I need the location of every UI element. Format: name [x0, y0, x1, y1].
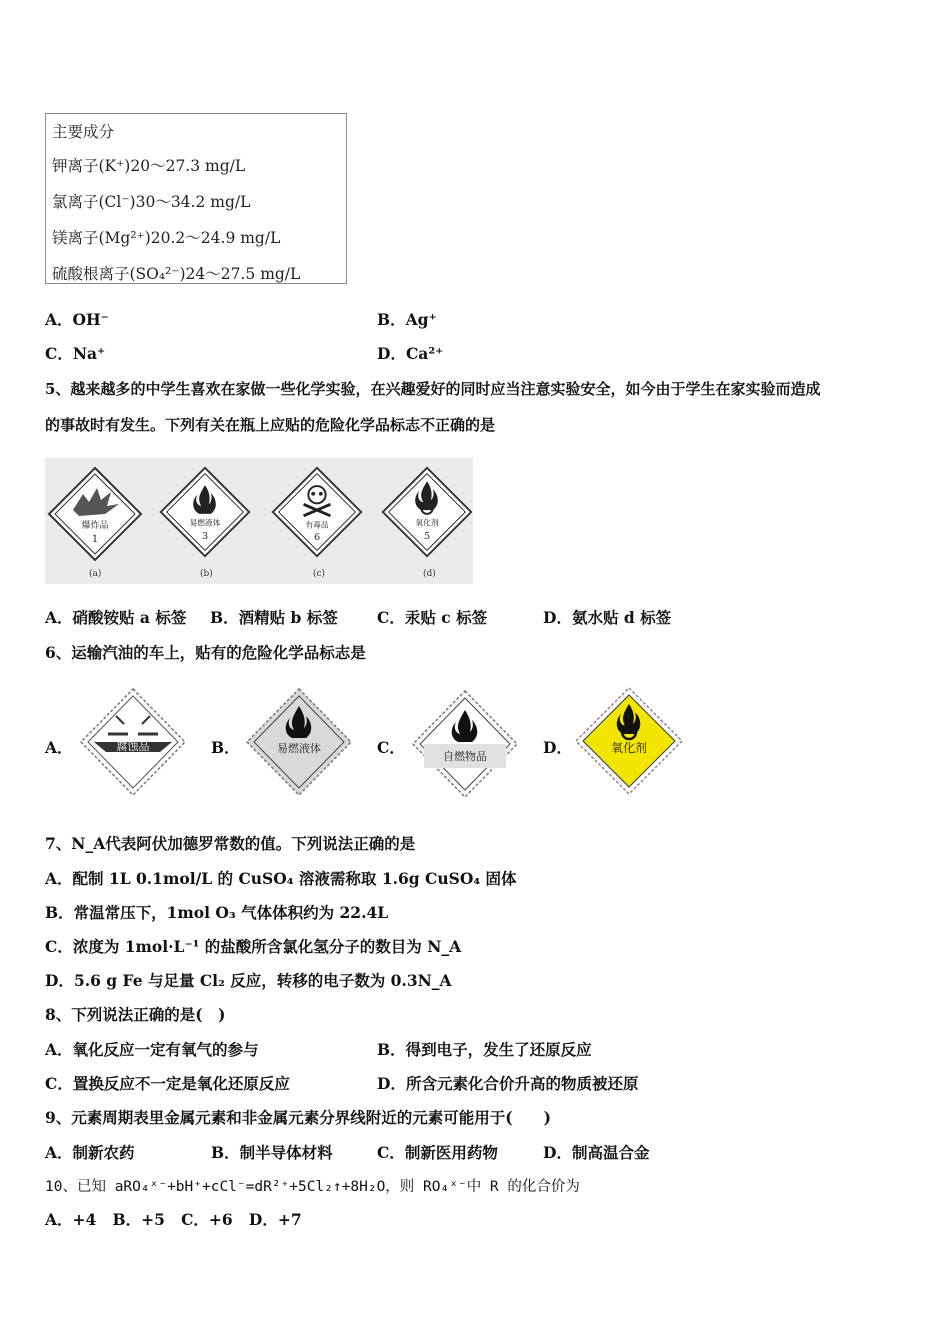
q8-option-c: C．置换反应不一定是氧化还原反应 — [45, 1074, 290, 1093]
corrosive-label-text: 腐蚀品 — [116, 740, 150, 753]
q10-stem: 10、已知 aRO₄ˣ⁻+bH⁺+cCl⁻=dR²⁺+5Cl₂↑+8H₂O，则 RO₄ˣ⁻中 R 的化合价为 — [45, 1179, 580, 1195]
q7-option-c: C．浓度为 1mol·L⁻¹ 的盐酸所含氯化氢分子的数目为 N_A — [45, 937, 462, 956]
flammable-liquid-label-icon — [157, 464, 253, 560]
q10-option-c: C．+6 — [181, 1210, 233, 1229]
ingredient-table — [45, 113, 347, 284]
label-a-caption: (a) — [89, 569, 102, 579]
q5-option-a: A．硝酸铵贴 a 标签 — [45, 608, 187, 627]
q9-option-c: C．制新医用药物 — [377, 1143, 498, 1162]
q6-stem: 6、运输汽油的车上，贴有的危险化学品标志是 — [45, 643, 366, 662]
q7-option-a: A．配制 1L 0.1mol/L 的 CuSO₄ 溶液需称取 1.6g CuSO₄ 固体 — [45, 869, 517, 888]
label-d-caption: (d) — [423, 569, 436, 579]
q4-option-a: A．OH⁻ — [45, 310, 109, 329]
ingredient-row: 氯离子(Cl⁻)30～34.2 mg/L — [52, 193, 251, 211]
q10-option-a: A．+4 — [45, 1210, 97, 1229]
label-c-caption: (c) — [313, 569, 326, 579]
q6-option-c-letter: C． — [377, 738, 405, 757]
q9-option-d: D．制高温合金 — [543, 1143, 650, 1162]
q7-option-b: B．常温常压下，1mol O₃ 气体体积约为 22.4L — [45, 903, 389, 922]
corrosive-label-icon — [78, 686, 188, 798]
q8-option-b: B．得到电子，发生了还原反应 — [377, 1040, 592, 1059]
label-d-name: 氧化剂 — [415, 518, 439, 528]
spontaneous-combustion-icon — [410, 688, 520, 800]
label-a-name: 爆炸品 — [81, 521, 109, 531]
label-b-name: 易燃液体 — [189, 518, 221, 528]
label-a-num: 1 — [91, 534, 99, 545]
oxidizer-icon — [574, 686, 684, 796]
q4-option-d: D．Ca²⁺ — [377, 344, 444, 363]
hazard-label-strip — [45, 458, 473, 584]
flammable-liquid-icon — [244, 686, 354, 798]
q5-stem-line2: 的事故时有发生。下列有关在瓶上应贴的危险化学品标志不正确的是 — [45, 416, 496, 434]
q5-option-d: D．氨水贴 d 标签 — [543, 608, 672, 627]
q5-option-b: B．酒精贴 b 标签 — [210, 608, 338, 627]
q5-option-c: C．汞贴 c 标签 — [377, 608, 488, 627]
oxidizer-label-icon — [379, 464, 475, 560]
q8-stem: 8、下列说法正确的是( ) — [45, 1005, 226, 1024]
label-c-name: 有毒品 — [305, 520, 329, 530]
ingredient-title: 主要成分 — [52, 123, 115, 141]
q4-option-b: B．Ag⁺ — [377, 310, 437, 329]
q8-option-d: D．所含元素化合价升高的物质被还原 — [377, 1074, 639, 1093]
ingredient-row: 硫酸根离子(SO₄²⁻)24～27.5 mg/L — [52, 265, 301, 283]
oxidizer-text: 氧化剂 — [610, 741, 648, 755]
q9-stem: 9、元素周期表里金属元素和非金属元素分界线附近的元素可能用于( ) — [45, 1108, 551, 1127]
explosive-label-icon — [45, 464, 145, 564]
ingredient-row: 镁离子(Mg²⁺)20.2～24.9 mg/L — [52, 229, 281, 247]
q9-option-a: A．制新农药 — [45, 1143, 135, 1162]
label-b-num: 3 — [201, 530, 209, 542]
q7-option-d: D．5.6 g Fe 与足量 Cl₂ 反应，转移的电子数为 0.3N_A — [45, 971, 452, 990]
q6-option-a-letter: A． — [45, 738, 73, 757]
q10-options — [45, 1210, 302, 1230]
q6-option-b-letter: B． — [211, 738, 240, 757]
ingredient-row: 钾离子(K⁺)20～27.3 mg/L — [52, 157, 246, 175]
q4-option-c: C．Na⁺ — [45, 344, 106, 363]
label-b-caption: (b) — [200, 569, 213, 579]
q10-option-d: D．+7 — [248, 1210, 302, 1229]
label-c-num: 6 — [313, 531, 321, 543]
q10-option-b: B．+5 — [112, 1210, 165, 1229]
spontaneous-combustion-text: 自燃物品 — [443, 750, 487, 763]
q9-option-b: B．制半导体材料 — [211, 1143, 333, 1162]
q7-stem: 7、N_A代表阿伏加德罗常数的值。下列说法正确的是 — [45, 834, 416, 853]
q6-option-d-letter: D． — [543, 738, 572, 757]
q5-stem-line1: 5、越来越多的中学生喜欢在家做一些化学实验，在兴趣爱好的同时应当注意实验安全，如今由于学生在家实验而造成 — [45, 380, 821, 398]
flammable-liquid-text: 易燃液体 — [277, 742, 321, 755]
toxic-label-icon — [269, 464, 365, 560]
q8-option-a: A．氧化反应一定有氧气的参与 — [45, 1040, 259, 1059]
label-d-num: 5 — [423, 530, 431, 542]
